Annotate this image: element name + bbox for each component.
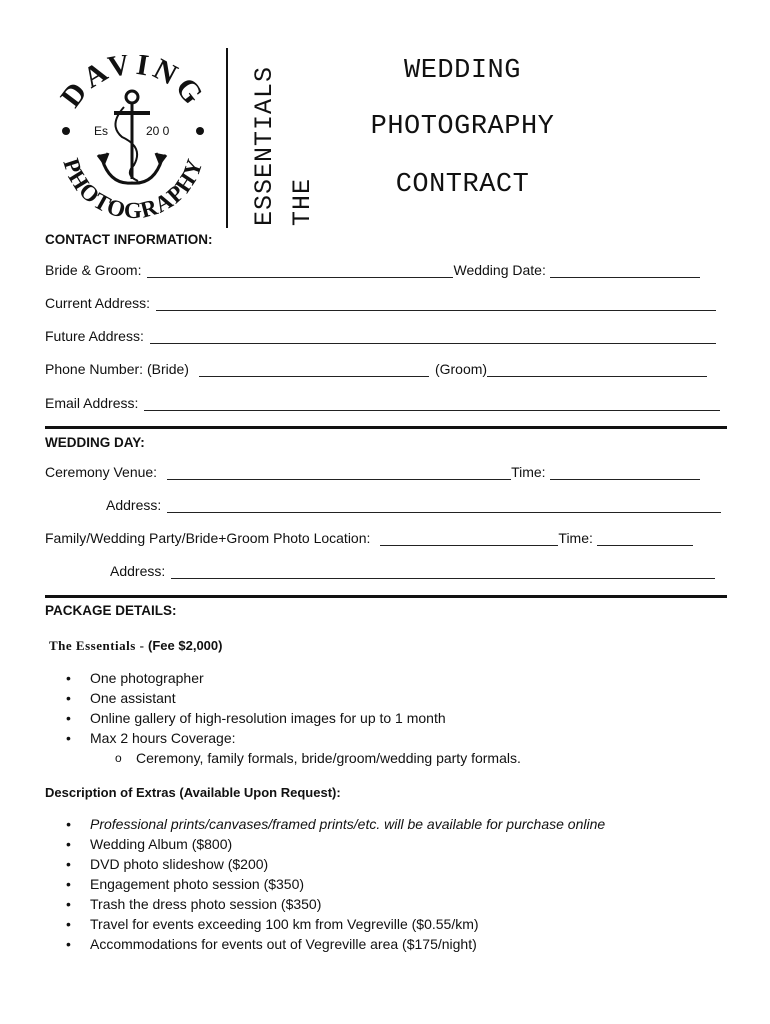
section-divider-1 [45,426,727,429]
current-address-field[interactable] [156,296,716,311]
title-line-1: WEDDING [404,56,521,86]
future-address-field[interactable] [150,329,716,344]
logo-est-right: 20 0 [146,124,170,138]
email-row [45,395,720,411]
ceremony-venue-label: Ceremony Venue: [45,464,158,480]
essentials-word-2: THE [288,177,317,226]
title-line-3: CONTRACT [395,170,530,200]
extras-list [45,814,605,954]
photo-address-label: Address: [110,563,166,579]
wedding-date-field[interactable] [550,263,700,278]
email-label: Email Address: [45,395,139,411]
list-item: • Online gallery of high-resolution images for up to 1 month [45,708,446,728]
list-sub-item: o Ceremony, family formals, bride/groom/wedding party formals. [45,748,521,768]
list-item: • Wedding Album ($800) [45,834,605,854]
ceremony-venue-field[interactable] [167,465,511,480]
future-address-row [45,328,716,344]
ceremony-time-label: Time: [511,464,546,480]
photo-address-field[interactable] [171,564,715,579]
package-name: The Essentials - [49,638,145,653]
list-item: • Max 2 hours Coverage: [45,728,446,748]
photo-location-row [45,530,693,546]
essentials-word-1: ESSENTIALS [250,65,279,226]
list-item: • Engagement photo session ($350) [45,874,605,894]
list-item: • Accommodations for events out of Vegreville area ($175/night) [45,934,605,954]
phone-row [45,361,707,377]
photo-location-label: Family/Wedding Party/Bride+Groom Photo Location: [45,530,371,546]
photo-time-field[interactable] [597,531,693,546]
photo-location-field[interactable] [380,531,558,546]
wedding-date-label: Wedding Date: [453,262,546,278]
phone-groom-field[interactable] [487,362,707,377]
bride-groom-field[interactable] [147,263,453,278]
package-name-line [49,638,222,654]
contact-heading: CONTACT INFORMATION: [45,232,213,247]
bride-groom-row [45,262,700,278]
current-address-label: Current Address: [45,295,151,311]
package-fee: (Fee $2,000) [148,638,223,653]
the-essentials-vertical-text [248,66,324,226]
wedding-day-heading: WEDDING DAY: [45,435,145,450]
ceremony-venue-row [45,464,700,480]
future-address-label: Future Address: [45,328,144,344]
photo-address-row [110,563,715,579]
ceremony-address-row [106,497,721,513]
package-sub-items-list [45,748,521,768]
list-item: • One assistant [45,688,446,708]
ceremony-time-field[interactable] [550,465,700,480]
list-item: • DVD photo slideshow ($200) [45,854,605,874]
logo-arc-top: DAVING [54,55,212,114]
phone-bride-field[interactable] [199,362,429,377]
current-address-row [45,295,716,311]
section-divider-2 [45,595,727,598]
daving-photography-logo [52,55,214,227]
logo-dot-right [196,127,204,135]
list-item: • Travel for events exceeding 100 km from Vegreville ($0.55/km) [45,914,605,934]
list-item: • Trash the dress photo session ($350) [45,894,605,914]
logo-dot-left [62,127,70,135]
list-item: • Professional prints/canvases/framed prints/etc. will be available for purchase online [45,814,605,834]
logo-arc-bottom: PHOTOGRAPHY [58,155,208,224]
photo-time-label: Time: [558,530,593,546]
vertical-divider [226,48,228,228]
title-line-2: PHOTOGRAPHY [370,112,555,142]
bride-groom-label: Bride & Groom: [45,262,142,278]
extras-heading: Description of Extras (Available Upon Request): [45,785,341,800]
list-item: • One photographer [45,668,446,688]
package-heading: PACKAGE DETAILS: [45,603,177,618]
ceremony-address-label: Address: [106,497,162,513]
package-items-list [45,668,446,748]
ceremony-address-field[interactable] [167,498,721,513]
email-field[interactable] [144,396,720,411]
logo-est-left: Es [94,124,109,138]
phone-bride-label: Phone Number: (Bride) [45,361,189,377]
phone-groom-label: (Groom) [434,361,488,377]
